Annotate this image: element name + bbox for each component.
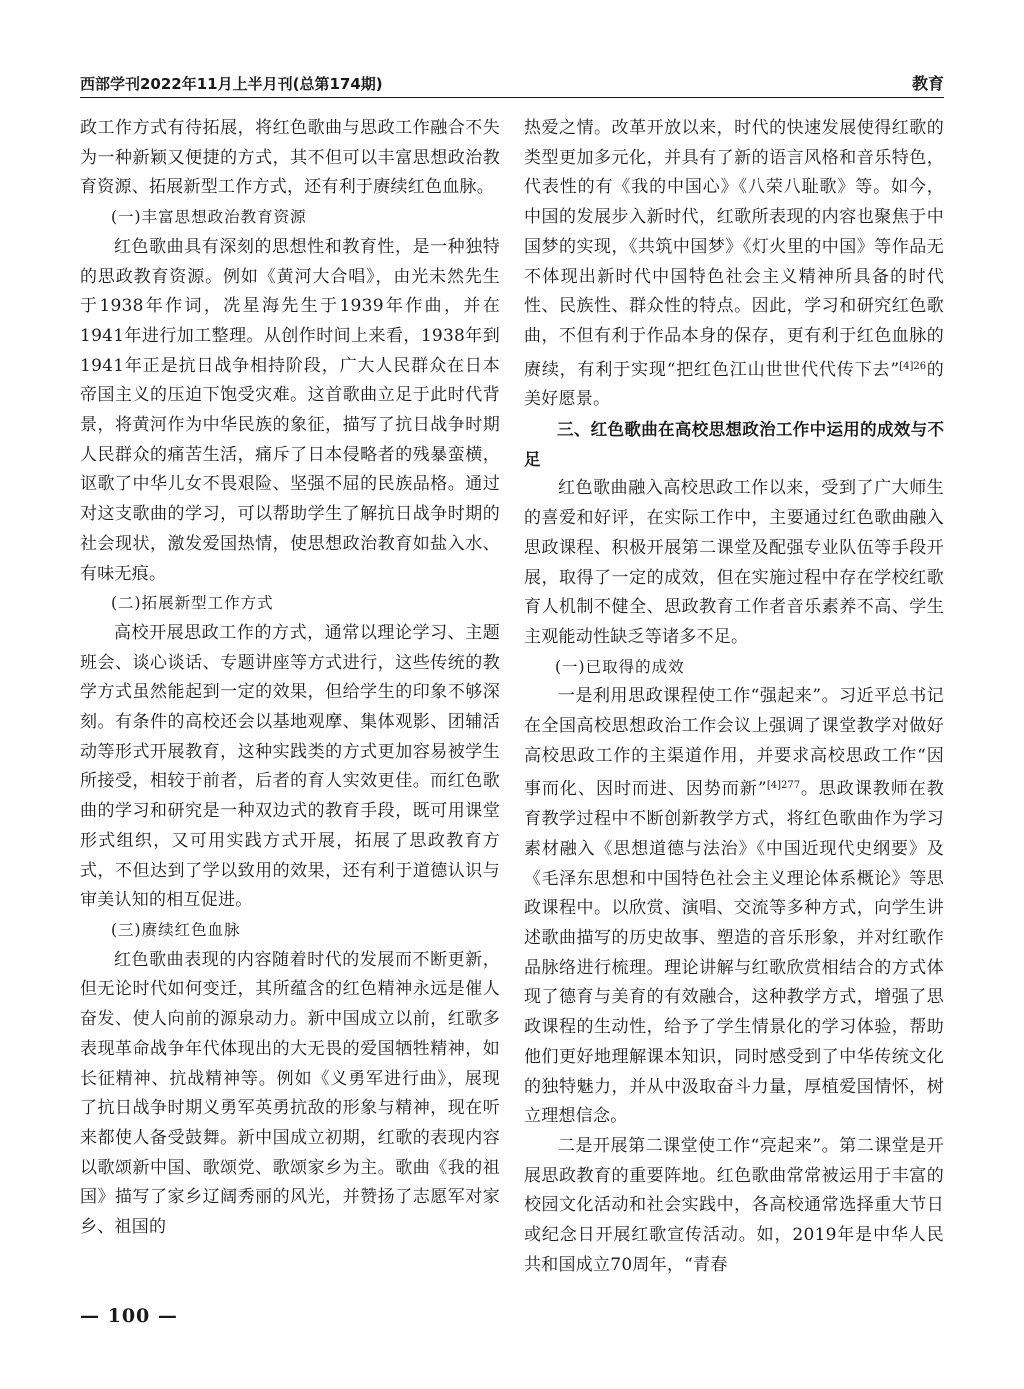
right-column — [524, 114, 944, 1280]
paragraph: 二是开展第二课堂使工作“亮起来”。第二课堂是开展思政教育的重要阵地。红色歌曲常常被运用于丰富的校园文化活动和社会实践中，各高校通常选择重大节日或纪念日开展红歌宣传活动。如，2019年是中华人民共和国成立70周年，“青春 — [524, 1135, 944, 1275]
subheading: (一)已取得的成效 — [555, 657, 685, 676]
page-number: — 100 — — [80, 1305, 178, 1327]
paragraph-text: 的美好愿景。 — [524, 359, 944, 410]
citation: [4]277 — [766, 780, 801, 792]
section-tag: 教育 — [911, 74, 944, 93]
paragraph: 高校开展思政工作的方式，通常以理论学习、主题班会、谈心谈话、专题讲座等方式进行，这些传统的教学方式虽然能起到一定的效果，但给学生的印象不够深刻。有条件的高校还会以基地观摩、集体观影、团辅活动等形式开展教育，这种实践类的方式更加容易被学生所接受，相较于前者，后者的育人实效更佳。而红色歌曲的学习和研究是一种双边式的教育手段，既可用课堂形式组织，又可用实践方式开展，拓展了思政教育方式，不但达到了学以致用的效果，还有利于道德认识与审美认知的相互促进。 — [80, 622, 500, 911]
journal-title: 西部学刊2022年11月上半月刊(总第174期) — [80, 75, 383, 93]
paragraph: 红色歌曲表现的内容随着时代的发展而不断更新，但无论时代如何变迁，其所蕴含的红色精神永远是催人奋发、使人向前的源泉动力。新中国成立以前，红歌多表现革命战争年代体现出的大无畏的爱国牺牲精神，如长征精神、抗战精神等。例如《义勇军进行曲》，展现了抗日战争时期义勇军英勇抗敌的形象与精神，现在听来都使人备受鼓舞。新中国成立初期，红歌的表现内容以歌颂新中国、歌颂党、歌颂家乡为主。歌曲《我的祖国》描写了家乡辽阔秀丽的风光，并赞扬了志愿军对家乡、祖国的 — [80, 949, 500, 1238]
paragraph-text: 一是利用思政课程使工作“强起来”。习近平总书记在全国高校思想政治工作会议上强调了课堂教学对做好高校思政工作的主渠道作用，并要求高校思政工作“因事而化、因时而进、因势而新” — [524, 686, 944, 800]
subheading: (三)赓续红色血脉 — [111, 920, 241, 939]
header-rule — [80, 97, 944, 98]
subheading: (二)拓展新型工作方式 — [111, 594, 274, 613]
paragraph — [524, 114, 944, 415]
left-column — [80, 114, 500, 1243]
citation: [4]26 — [899, 360, 927, 372]
paragraph-text: 热爱之情。改革开放以来，时代的快速发展使得红歌的类型更加多元化，并具有了新的语言风格和音乐特色，代表性的有《我的中国心》《八荣八耻歌》等。如今，中国的发展步入新时代，红歌所表现的内容也聚焦于中国梦的实现，《共筑中国梦》《灯火里的中国》等作品无不体现出新时代中国特色社会主义精神所具备的时代性、民族性、群众性的特点。因此，学习和研究红色歌曲，不但有利于作品本身的保存，更有利于红色血脉的赓续，有利于实现“把红色江山世世代代传下去” — [524, 118, 944, 380]
paragraph-text: 。思政课教师在教育教学过程中不断创新教学方式，将红色歌曲作为学习素材融入《思想道德与法治》《中国近现代史纲要》及《毛泽东思想和中国特色社会主义理论体系概论》等思政课程中。以欣赏、演唱、交流等多种方式，向学生讲述歌曲描写的历史故事、塑造的音乐形象，并对红歌作品脉络进行梳理。理论讲解与红歌欣赏相结合的方式体现了德育与美育的有效融合，这种教学方式，增强了思政课程的生动性，给予了学生情景化的学习体验，帮助他们更好地理解课本知识，同时感受到了中华传统文化的独特魅力，并从中汲取奋斗力量，厚植爱国情怀，树立理想信念。 — [524, 779, 944, 1127]
paragraph: 政工作方式有待拓展，将红色歌曲与思政工作融合不失为一种新颖又便捷的方式，其不但可以丰富思想政治教育资源、拓展新型工作方式，还有利于赓续红色血脉。 — [80, 118, 500, 198]
section-heading: 三、红色歌曲在高校思想政治工作中运用的成效与不足 — [524, 420, 944, 469]
paragraph: 红色歌曲具有深刻的思想性和教育性，是一种独特的思政教育资源。例如《黄河大合唱》，由光未然先生于1938年作词，冼星海先生于1939年作曲，并在1941年进行加工整理。从创作时间上来看，1938年到1941年正是抗日战争相持阶段，广大人民群众在日本帝国主义的压迫下饱受灾难。这首歌曲立足于此时代背景，将黄河作为中华民族的象征，描写了抗日战争时期人民群众的痛苦生活，痛斥了日本侵略者的残暴蛮横，讴歌了中华儿女不畏艰险、坚强不屈的民族品格。通过对这支歌曲的学习，可以帮助学生了解抗日战争时期的社会现状，激发爱国热情，使思想政治教育如盐入水、有味无痕。 — [80, 236, 500, 584]
page-header — [80, 72, 944, 98]
paragraph — [524, 682, 944, 1132]
paragraph: 红色歌曲融入高校思政工作以来，受到了广大师生的喜爱和好评，在实际工作中，主要通过红色歌曲融入思政课程、积极开展第二课堂及配强专业队伍等手段开展，取得了一定的成效，但在实施过程中存在学校红歌育人机制不健全、思政教育工作者音乐素养不高、学生主观能动性缺乏等诸多不足。 — [524, 478, 944, 647]
subheading: (一)丰富思想政治教育资源 — [111, 208, 307, 227]
